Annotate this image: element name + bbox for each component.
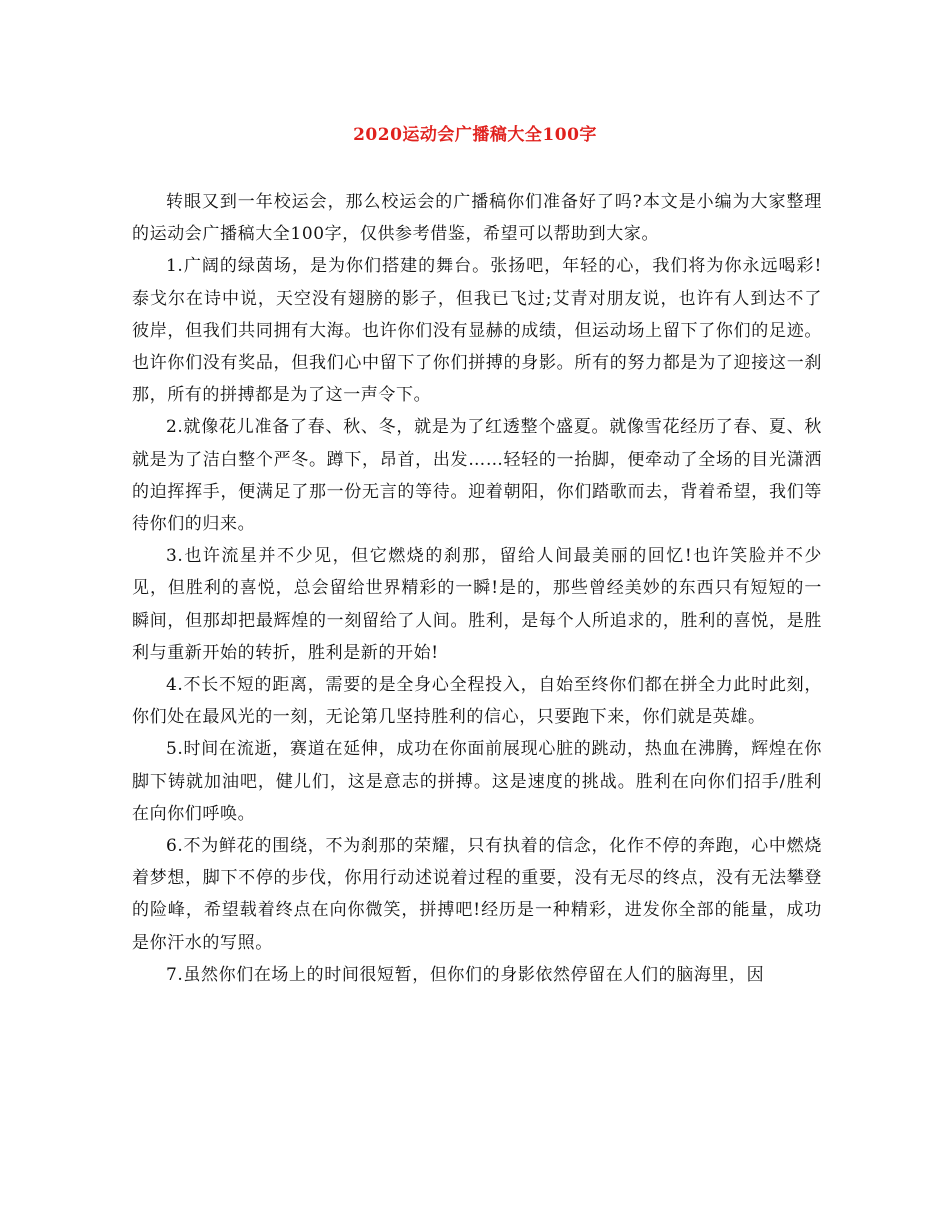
paragraph-3: 3.也许流星并不少见，但它燃烧的刹那，留给人间最美丽的回忆!也许笑脸并不少见，但胜利的喜悦，总会留给世界精彩的一瞬!是的，那些曾经美妙的东西只有短短的一瞬间，但那却把最辉煌的一刻留给了人间。胜利，是每个人所追求的，胜利的喜悦，是胜利与重新开始的转折，胜利是新的开始! — [132, 546, 822, 663]
paragraph-7: 7.虽然你们在场上的时间很短暂，但你们的身影依然停留在人们的脑海里，因 — [166, 964, 765, 985]
intro-paragraph: 转眼又到一年校运会，那么校运会的广播稿你们准备好了吗?本文是小编为大家整理的运动会广播稿大全100字，仅供参考借鉴，希望可以帮助到大家。 — [132, 192, 822, 245]
paragraph-6: 6.不为鲜花的围绕，不为刹那的荣耀，只有执着的信念，化作不停的奔跑，心中燃烧着梦想，脚下不停的步伐，你用行动述说着过程的重要，没有无尽的终点，没有无法攀登的险峰，希望载着终点在向你微笑，拼搏吧!经历是一种精彩，进发你全部的能量，成功是你汗水的写照。 — [132, 836, 822, 953]
document-body — [132, 186, 822, 991]
paragraph-5: 5.时间在流逝，赛道在延伸，成功在你面前展现心脏的跳动，热血在沸腾，辉煌在你脚下铸就加油吧，健儿们，这是意志的拼搏。这是速度的挑战。胜利在向你们招手/胜利在向你们呼唤。 — [132, 739, 822, 824]
document-title: 2020运动会广播稿大全100字 — [353, 125, 597, 145]
paragraph-1: 1.广阔的绿茵场，是为你们搭建的舞台。张扬吧，年轻的心，我们将为你永远喝彩!泰戈尔在诗中说，天空没有翅膀的影子，但我已飞过;艾青对朋友说，也许有人到达不了彼岸，但我们共同拥有大海。也许你们没有显赫的成绩，但运动场上留下了你们的足迹。也许你们没有奖品，但我们心中留下了你们拼搏的身影。所有的努力都是为了迎接这一刹那，所有的拼搏都是为了这一声令下。 — [132, 256, 822, 406]
paragraph-4: 4.不长不短的距离，需要的是全身心全程投入，自始至终你们都在拼全力此时此刻，你们处在最风光的一刻，无论第几坚持胜利的信心，只要跑下来，你们就是英雄。 — [132, 675, 822, 728]
paragraph-2: 2.就像花儿准备了春、秋、冬，就是为了红透整个盛夏。就像雪花经历了春、夏、秋就是为了洁白整个严冬。蹲下，昂首，出发……轻轻的一抬脚，便牵动了全场的目光潇洒的迫挥挥手，便满足了那一份无言的等待。迎着朝阳，你们踏歌而去，背着希望，我们等待你们的归来。 — [132, 417, 822, 535]
